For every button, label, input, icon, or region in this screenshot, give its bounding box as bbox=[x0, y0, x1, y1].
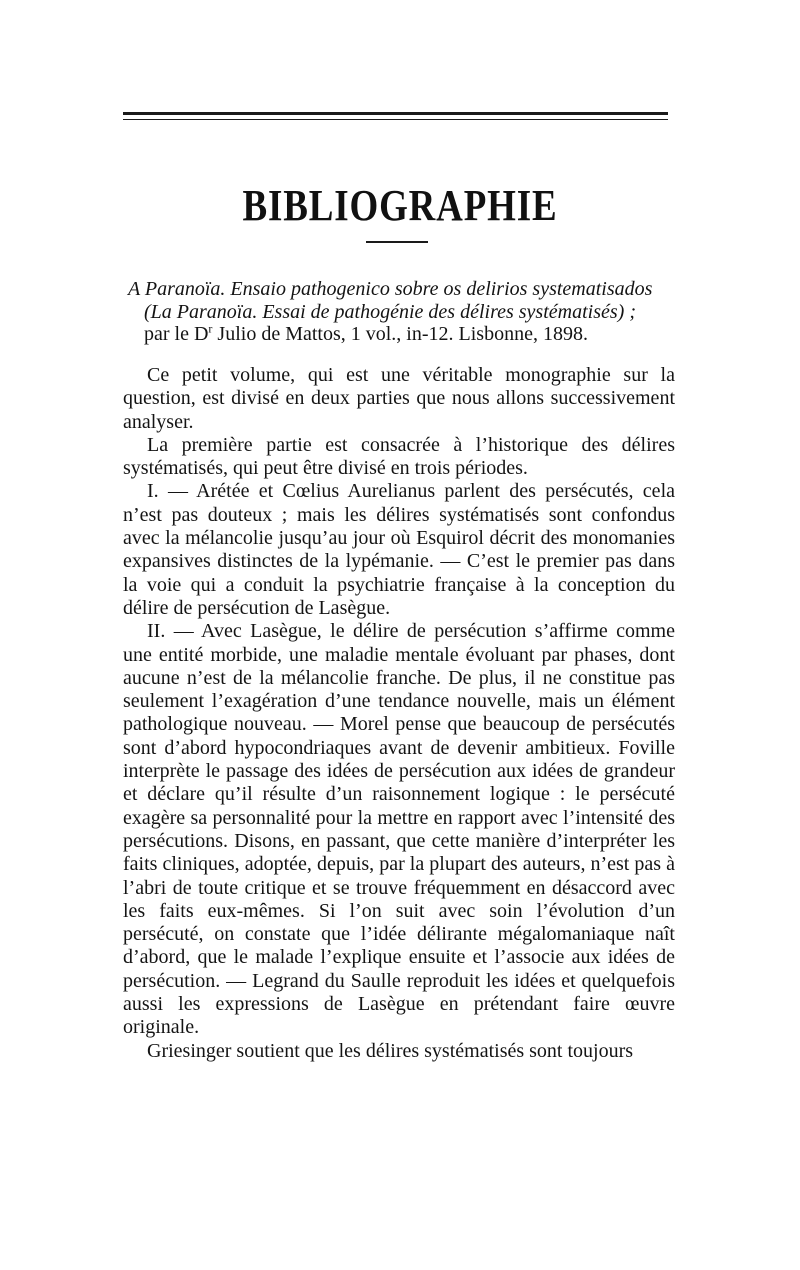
citation-original-title: A Paranoïa. Ensaio pathogenico sobre os delirios systematisados bbox=[128, 278, 653, 300]
review-body bbox=[123, 364, 675, 1063]
page-title: BIBLIOGRAPHIE bbox=[242, 181, 558, 230]
citation-author-prefix: par le D bbox=[144, 323, 209, 345]
paragraph: Griesinger soutient que les délires systématisés sont toujours bbox=[147, 1039, 634, 1062]
header-rule-thick bbox=[123, 112, 668, 115]
paragraph: I. — Arétée et Cœlius Aurelianus parlent des persécutés, cela n’est pas douteux ; mais les délires systématisés sont confondus avec la mélancolie jusqu’au jour où Esquirol décrit des monomanies expansives distinctes de la lypémanie. — C’est le premier pas dans la voie qui a conduit la psychiatrie française à la conception du délire de persécution de Lasègue. bbox=[123, 480, 675, 619]
citation-line-2 bbox=[128, 301, 676, 324]
title-underline bbox=[366, 241, 428, 243]
paragraph: Ce petit volume, qui est une véritable monographie sur la question, est divisé en deux parties que nous allons successivement analyser. bbox=[123, 364, 675, 433]
citation-line-3 bbox=[128, 323, 676, 346]
paragraph: La première partie est consacrée à l’historique des délires systématisés, qui peut être divisé en trois périodes. bbox=[123, 433, 675, 480]
header-rule-thin bbox=[123, 119, 668, 120]
bibliographic-citation bbox=[128, 278, 676, 346]
citation-line-1 bbox=[128, 278, 676, 301]
citation-publication-info: Julio de Mattos, 1 vol., in-12. Lisbonne, 1898. bbox=[212, 323, 588, 345]
paragraph: II. — Avec Lasègue, le délire de persécution s’affirme comme une entité morbide, une maladie mentale évoluant par phases, dont aucune n’est de la mélancolie franche. De plus, il ne constitue pas seulement l’exagération d’une tendance nouvelle, mais un élément pathologique nouveau. — Morel pense que beaucoup de persécutés sont d’abord hypocondriaques avant de devenir ambitieux. Foville interprète le passage des idées de persécution aux idées de grandeur et déclare qu’il résulte d’un raisonnement logique : le persécuté exagère sa personnalité pour la mettre en rapport avec l’intensité des persécutions. Disons, en passant, que cette manière d’interpréter les faits cliniques, adoptée, depuis, par la plupart des auteurs, n’est pas à l’abri de toute critique et se trouve fréquemment en désaccord avec les faits eux-mêmes. Si l’on suit avec soin l’évolution d’un persécuté, on constate que l’idée délirante mégalomaniaque naît d’abord, que le malade l’explique ensuite et l’associe aux idées de persécution. — Legrand du Saulle reproduit les idées et quelquefois aussi les expressions de Lasègue en prétendant faire œuvre originale. bbox=[123, 620, 675, 1039]
citation-translated-title: (La Paranoïa. Essai de pathogénie des délires systématisés) ; bbox=[144, 300, 636, 323]
citation-author-sup: r bbox=[208, 321, 213, 336]
